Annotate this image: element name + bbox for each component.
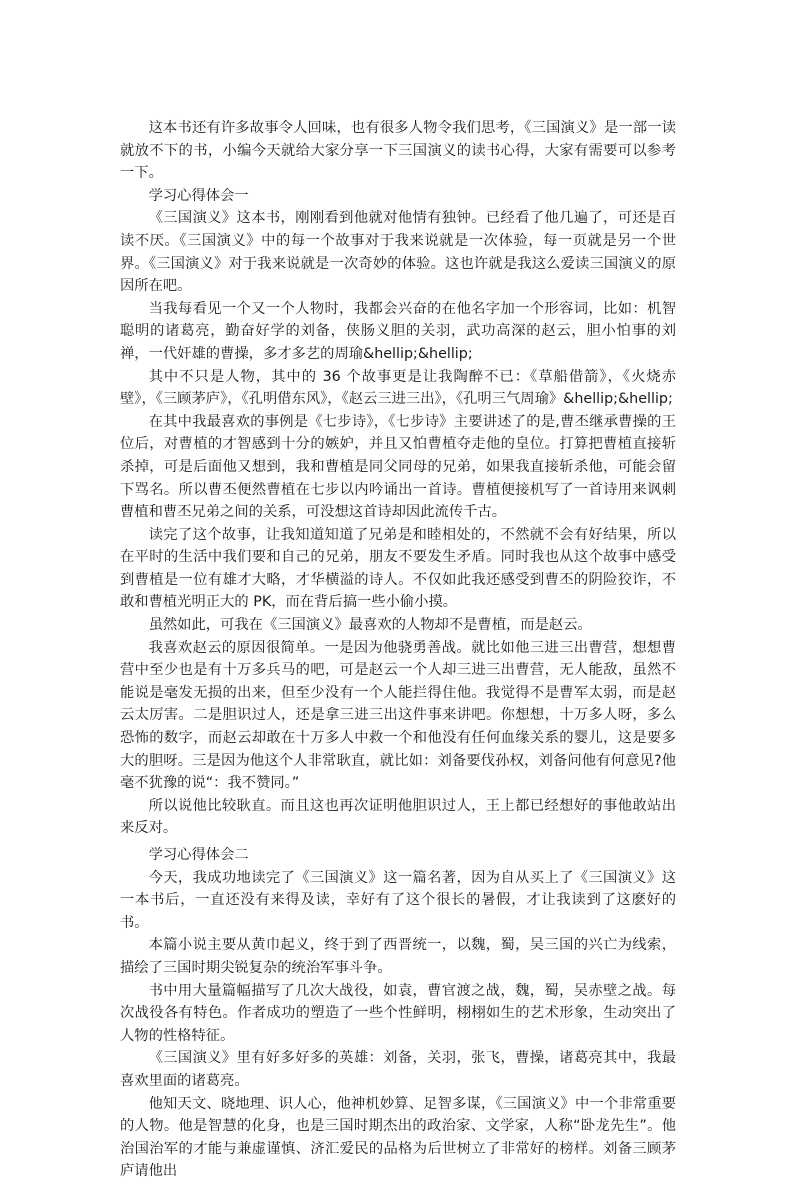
document-page xyxy=(120,117,676,1183)
body-paragraph: 他知天文、晓地理、识人心，他神机妙算、足智多谋，《三国演义》中一个非常重要的人物。他是智慧的化身，也是三国时期杰出的政治家、文学家，人称“卧龙先生”。他治国治军的才能与兼虚谨慎、济汇爱民的品格为后世树立了非常好的榜样。刘备三顾茅庐请他出 xyxy=(120,1095,676,1180)
section-heading-2: 学习心得体会二 xyxy=(148,847,249,863)
section-heading-1: 学习心得体会一 xyxy=(148,187,249,204)
body-paragraph: 虽然如此，可我在《三国演义》最喜欢的人物却不是曹植，而是赵云。 xyxy=(148,617,592,634)
body-paragraph: 我喜欢赵云的原因很简单。一是因为他骁勇善战。就比如他三进三出曹营，想想曹营中至少也是有十万多兵马的吧，可是赵云一个人却三进三出曹营，无人能敌，虽然不能说是毫发无损的出来，但至少没有一个人能拦得住他。我觉得不是曹军太弱，而是赵云太厉害。二是胆识过人，还是拿三进三出这件事来讲吧。你想想，十万多人呀，多么恐怖的数字，而赵云却敢在十万多人中救一个和他没有任何血缘关系的婴儿，这是要多大的胆呀。三是因为他这个人非常耿直，就比如：刘备要伐孙权，刘备问他有何意见?他毫不犹豫的说“：我不赞同。” xyxy=(120,639,676,792)
body-paragraph: 本篇小说主要从黄巾起义，终于到了西晋统一，以魏，蜀，吴三国的兴亡为线索，描绘了三国时期尖锐复杂的统治军事斗争。 xyxy=(120,937,676,976)
body-paragraph: 当我每看见一个又一个人物时，我都会兴奋的在他名字加一个形容词，比如：机智聪明的诸葛亮，勤奋好学的刘备，侠肠义胆的关羽，武功高深的赵云，胆小怕事的刘禅，一代奸雄的曹操，多才多艺的周瑜&hellip;&hellip; xyxy=(120,300,676,362)
body-paragraph: 书中用大量篇幅描写了几次大战役，如袁，曹官渡之战，魏，蜀，吴赤壁之战。每次战役各有特色。作者成功的塑造了一些个性鲜明，栩栩如生的艺术形象，生动突出了人物的性格特征。 xyxy=(120,982,676,1044)
intro-paragraph: 这本书还有许多故事令人回味，也有很多人物令我们思考，《三国演义》是一部一读就放不下的书，小编今天就给大家分享一下三国演义的读书心得，大家有需要可以参考一下。 xyxy=(120,120,676,182)
body-paragraph: 读完了这个故事，让我知道知道了兄弟是和睦相处的，不然就不会有好结果，所以在平时的生活中我们要和自己的兄弟，朋友不要发生矛盾。同时我也从这个故事中感受到曹植是一位有雄才大略，才华横溢的诗人。不仅如此我还感受到曹丕的阴险狡诈，不敢和曹植光明正大的 PK，而在背后搞一些小偷小摸。 xyxy=(120,526,676,611)
body-paragraph: 在其中我最喜欢的事例是《七步诗》，《七步诗》主要讲述了的是,曹丕继承曹操的王位后，对曹植的才智感到十分的嫉妒，并且又怕曹植夺走他的皇位。打算把曹植直接斩杀掉，可是后面他又想到，我和曹植是同父同母的兄弟，如果我直接斩杀他，可能会留下骂名。所以曹丕便然曹植在七步以内吟诵出一首诗。曹植便接机写了一首诗用来讽刺曹植和曹丕兄弟之间的关系，可没想这首诗却因此流传千古。 xyxy=(120,413,676,521)
body-paragraph: 《三国演义》里有好多好多的英雄：刘备，关羽，张飞，曹操，诸葛亮其中，我最喜欢里面的诸葛亮。 xyxy=(120,1050,676,1089)
body-paragraph: 所以说他比较耿直。而且这也再次证明他胆识过人，王上都已经想好的事他敢站出来反对。 xyxy=(120,797,676,837)
body-paragraph: 其中不只是人物，其中的 36 个故事更是让我陶醉不已：《草船借箭》，《火烧赤壁》，《三顾茅庐》，《孔明借东风》，《赵云三进三出》，《孔明三气周瑜》&hellip;&hellip; xyxy=(120,368,676,408)
body-paragraph: 今天，我成功地读完了《三国演义》这一篇名著，因为自从买上了《三国演义》这一本书后，一直还没有来得及读，幸好有了这个很长的暑假，才让我读到了这麽好的书。 xyxy=(120,869,676,931)
body-paragraph: 《三国演义》这本书，刚刚看到他就对他情有独钟。已经看了他几遍了，可还是百读不厌。《三国演义》中的每一个故事对于我来说就是一次体验，每一页就是另一个世界。《三国演义》对于我来说就是一次奇妙的体验。这也许就是我这么爱读三国演义的原因所在吧。 xyxy=(120,210,676,295)
